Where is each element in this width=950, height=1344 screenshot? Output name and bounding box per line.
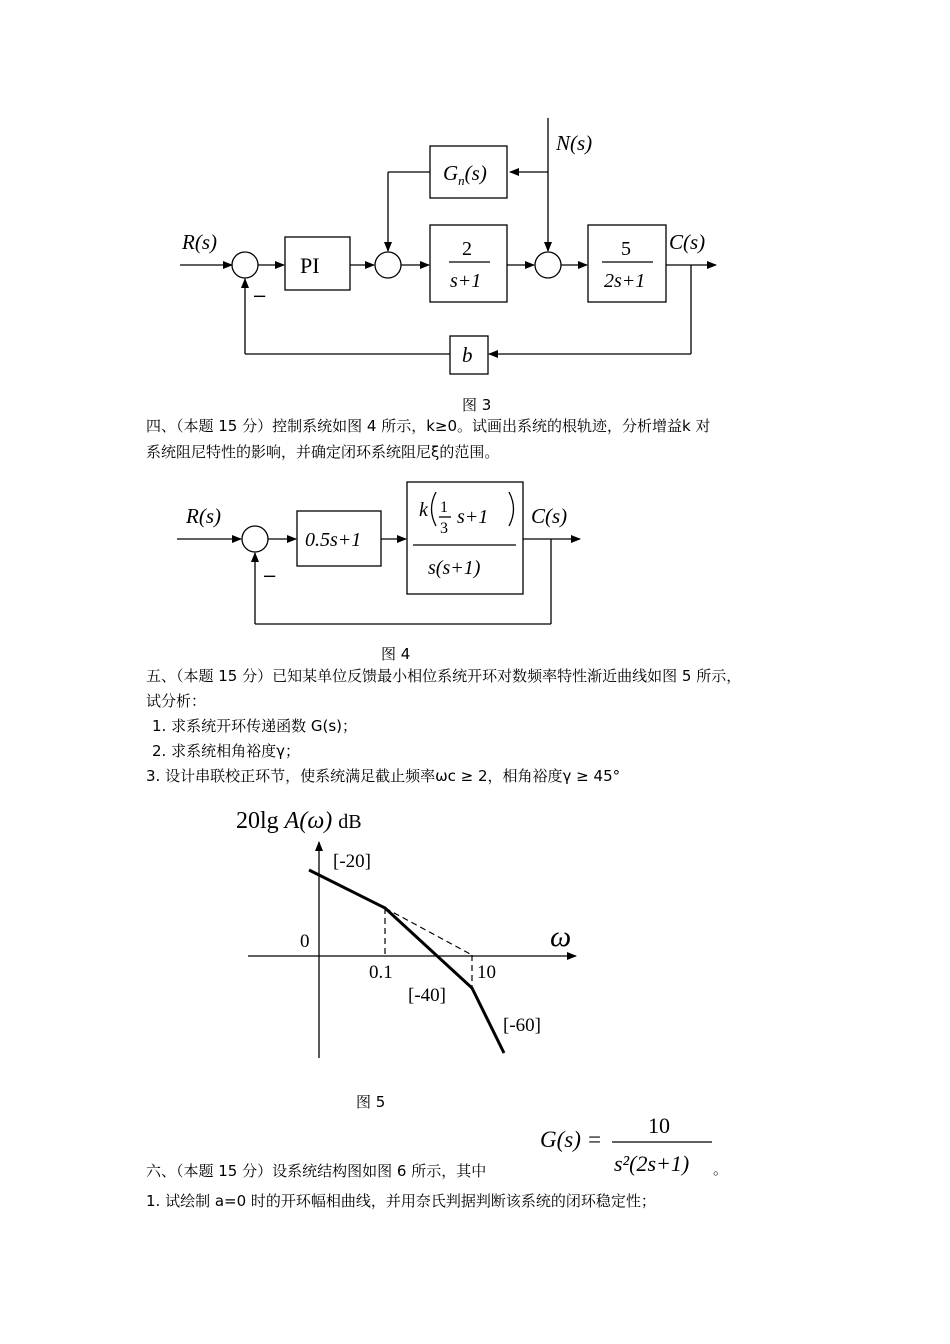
plant2-denominator: 2s+1 <box>604 270 646 292</box>
fig3-disturbance-label: N(s) <box>556 131 593 155</box>
fig5-xlabel: ω <box>550 920 572 953</box>
fig4-frac-den: 3 <box>440 520 448 537</box>
q6-g-den: s²(2s+1) <box>614 1151 690 1176</box>
bode-asymptote <box>309 870 504 1053</box>
fig3-minus-sign: − <box>252 286 268 307</box>
fig4-summing-junction <box>242 526 268 552</box>
summing-junction-3 <box>535 252 561 278</box>
fig4-denominator: s(s+1) <box>428 557 481 579</box>
fig3-caption: 图 3 <box>462 396 492 414</box>
plant1-numerator: 2 <box>462 238 472 260</box>
q5-line2: 试分析： <box>146 692 207 710</box>
q5-line1: 五、（本题 15 分）已知某单位反馈最小相位系统开环对数频率特性渐近曲线如图 5 所示， <box>146 667 742 685</box>
fig4-num-tail: s+1 <box>457 506 489 528</box>
figure-3-labels <box>181 131 705 367</box>
figure-5-labels <box>236 808 571 1036</box>
fig4-block1-label: 0.5s+1 <box>305 529 362 551</box>
plant1-denominator: s+1 <box>450 270 482 292</box>
q6-item1: 1. 试绘制 a=0 时的开环幅相曲线，并用奈氏判据判断该系统的闭环稳定性； <box>146 1192 656 1210</box>
pi-label: PI <box>300 253 320 278</box>
q5-item1: 1. 求系统开环传递函数 G(s)； <box>152 717 357 735</box>
q4-line2: 系统阻尼特性的影响，并确定闭环系统阻尼ξ的范围。 <box>146 443 500 461</box>
q5-item2: 2. 求系统相角裕度γ； <box>152 742 300 760</box>
fig4-caption: 图 4 <box>381 645 411 663</box>
summing-junction-1 <box>232 252 258 278</box>
fig4-input-label: R(s) <box>186 504 221 528</box>
summing-junction-2 <box>375 252 401 278</box>
fig5-ylabel: 20lg A(ω) dB <box>236 808 362 834</box>
gn-label: $G_n(s)$ <box>443 161 487 188</box>
figure-4 <box>177 482 580 624</box>
figure-3 <box>180 118 716 374</box>
q4-line1: 四、（本题 15 分）控制系统如图 4 所示，k≥0。试画出系统的根轨迹，分析增益k 对 <box>146 417 711 435</box>
fig5-slope-20: [-20] <box>333 851 371 872</box>
fig5-slope-60: [-60] <box>503 1015 541 1036</box>
fig3-input-label: R(s) <box>182 230 217 254</box>
fig4-output-label: C(s) <box>531 504 568 528</box>
fig4-minus-sign: − <box>262 566 278 587</box>
q6-formula <box>540 1113 728 1178</box>
q6-g-lhs: G(s) = <box>540 1127 603 1152</box>
fig4-frac-num: 1 <box>440 499 448 516</box>
q5-item3: 3. 设计串联校正环节，使系统满足截止频率ωc ≥ 2，相角裕度γ ≥ 45° <box>146 767 621 785</box>
fig5-caption: 图 5 <box>356 1093 386 1111</box>
q6-g-num: 10 <box>648 1113 670 1138</box>
q6-period: 。 <box>713 1160 729 1178</box>
fig5-slope-40: [-40] <box>408 985 446 1006</box>
feedback-b-label: b <box>462 343 473 367</box>
q6-line1: 六、（本题 15 分）设系统结构图如图 6 所示，其中 <box>146 1162 487 1180</box>
plant2-numerator: 5 <box>621 238 631 260</box>
fig3-output-label: C(s) <box>669 230 706 254</box>
fig5-tick-0.1: 0.1 <box>369 962 393 983</box>
fig5-origin: 0 <box>300 931 310 952</box>
fig5-tick-10: 10 <box>477 962 496 983</box>
fig4-k: k <box>419 499 428 521</box>
